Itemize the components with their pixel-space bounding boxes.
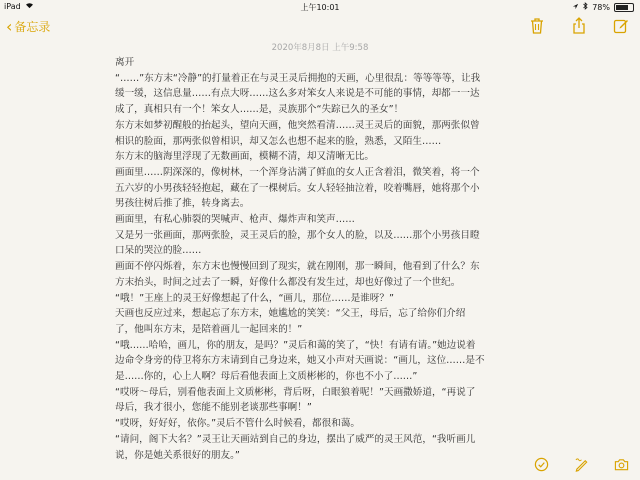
back-label: 备忘录 — [14, 20, 51, 34]
battery-icon — [614, 3, 634, 12]
note-line: 画面里，有私心肺裂的哭喊声、枪声、爆炸声和笑声…… — [115, 214, 355, 226]
markup-pen-icon[interactable] — [572, 455, 590, 473]
nav-actions — [528, 16, 630, 36]
note-line: “哎呀，好好好，依你。”灵后不管什么时候看，都很和蔼。 — [115, 418, 360, 430]
note-timestamp: 2020年8月8日 上午9:58 — [271, 43, 369, 53]
note-line: 缓一缓，这信息量……有点大呀……这么多对笨女人来说是不可能的事情，却都一一达 — [115, 88, 480, 100]
note-title: 离开 — [115, 57, 135, 68]
note-line: 又是另一张画面，那两张脸，灵王灵后的脸，那个女人的脸，以及……那个小男孩目瞪 — [115, 229, 480, 241]
bottom-toolbar — [532, 455, 630, 473]
note-line: 东方末如梦初醒般的抬起头，望向天画，他突然看清……灵王灵后的面貌，那两张似曾 — [115, 119, 480, 131]
note-line: 方末抬头，时间之过去了一瞬，好像什么都没有发生过，却也好像过了一个世纪。 — [115, 276, 461, 288]
note-line: 母后，我才很小，您能不能别老谈那些事啊！” — [115, 402, 312, 414]
note-line: “……”东方末“冷静”的打量着正在与灵王灵后拥抱的天画，心里很乱：等等等等，让我 — [115, 72, 481, 84]
note-line: 画面不停闪烁着，东方末也慢慢回到了现实，就在刚刚，那一瞬间，他看到了什么？东 — [115, 261, 480, 273]
share-icon[interactable] — [570, 16, 588, 36]
note-line: 成了，真相只有一个！笨女人……是，灵族那个“失踪已久的圣女”！ — [115, 104, 404, 116]
note-line: 东方末的脑海里浮现了无数画面，模糊不清，却又清晰无比。 — [115, 151, 375, 163]
note-line: 画面里……阴深深的，像树林，一个浑身沾满了鲜血的女人正含着泪，微笑着，将一个 — [115, 166, 480, 178]
nav-bar — [0, 14, 640, 42]
note-line: 相识的脸面，那两张似曾相识，却又怎么也想不起来的脸，熟悉，又陌生…… — [115, 135, 442, 147]
back-button[interactable] — [6, 18, 50, 35]
note-line: 边命令身旁的侍卫将东方末请到自己身边来，她又小声对天画说：“画儿，这位……是不 — [115, 355, 485, 367]
status-bar — [0, 0, 640, 14]
battery-fill — [616, 5, 628, 10]
note-line: 男孩往树后推了推，转身离去。 — [115, 198, 250, 210]
status-time: 上午10:01 — [300, 3, 340, 12]
note-body[interactable] — [115, 55, 527, 463]
note-line: “请问，阁下大名？”灵王让天画站到自己的身边，摆出了威严的灵王风范，“我听画儿 — [115, 433, 476, 445]
bluetooth-icon — [583, 2, 588, 12]
status-right — [572, 2, 634, 12]
note-line: 五六岁的小男孩轻轻抱起，藏在了一棵树后。女人轻轻抽泣着，咬着嘴唇，她将那个小 — [115, 182, 480, 194]
compose-icon[interactable] — [612, 16, 630, 36]
note-line: “哦……哈哈，画儿，你的朋友，是吗？”灵后和蔼的笑了，“快！有请有请。”她边说着 — [115, 339, 476, 351]
camera-icon[interactable] — [612, 455, 630, 473]
device-label: iPad — [4, 2, 21, 11]
battery-percent: 78% — [592, 2, 610, 12]
note-line: 说，你是她关系很好的朋友。” — [115, 449, 240, 461]
note-line: “哦！”王座上的灵王好像想起了什么，“画儿，那位……是谁呀？” — [115, 292, 394, 304]
note-line: 口呆的哭泣的脸…… — [115, 245, 202, 257]
trash-icon[interactable] — [528, 16, 546, 36]
note-line: 了，他叫东方末，是陪着画儿一起回来的！” — [115, 323, 303, 335]
note-line: 天画也反应过来，想起忘了东方末，她尴尬的笑笑：“父王，母后，忘了给你们介绍 — [115, 308, 466, 320]
chevron-left-icon: ‹ — [6, 16, 13, 36]
note-line: “哎呀～母后，别看他表面上文质彬彬，背后呀，白眼狼着呢！”天画撒娇道，“再说了 — [115, 386, 476, 398]
location-icon — [572, 3, 579, 12]
checklist-icon[interactable] — [532, 455, 550, 473]
note-line: 是……你的，心上人啊？母后看他表面上文质彬彬的，你也不小了……” — [115, 371, 418, 383]
